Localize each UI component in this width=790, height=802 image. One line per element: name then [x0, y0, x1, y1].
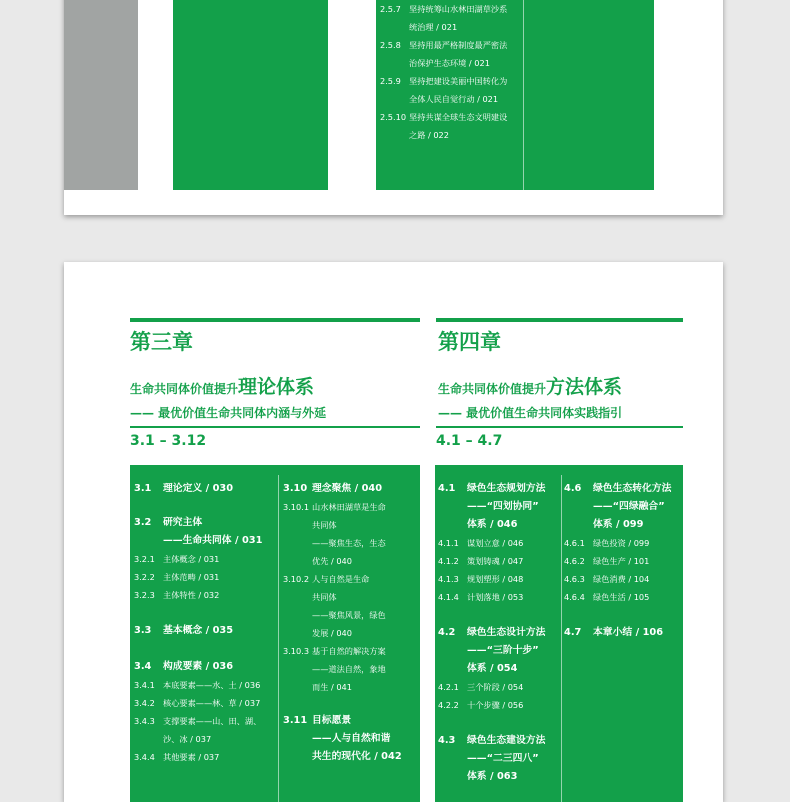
entry-text: 主体概念 / 031	[163, 554, 220, 564]
entry-text: 计划落地 / 053	[467, 592, 524, 602]
toc-entry	[438, 534, 523, 552]
entry-text: 优先 / 040	[312, 556, 352, 566]
toc-entry-cont	[312, 516, 337, 534]
toc-entry	[438, 678, 523, 696]
entry-text: 理论定义 / 030	[163, 483, 234, 494]
toc-entry-cont	[312, 730, 390, 748]
toc-entry-cont	[409, 126, 449, 144]
entry-text: 共同体	[312, 592, 337, 602]
entry-number: 2.5.9	[380, 76, 401, 86]
entry-number: 2.5.8	[380, 40, 401, 50]
toc-entry	[380, 72, 507, 90]
toc-entry-cont	[467, 516, 517, 534]
entry-text: 绿色生态规划方法	[467, 483, 546, 494]
chapter4-bottom-rule	[436, 426, 683, 428]
toc-entry	[134, 586, 219, 604]
entry-text: 其他要素 / 037	[163, 752, 220, 762]
entry-text: 共生的现代化 / 042	[312, 751, 402, 762]
toc-entry	[380, 36, 507, 54]
entry-text: 沙、冰 / 037	[163, 734, 212, 744]
entry-number: 3.2.2	[134, 572, 155, 582]
chapter3-toc-panel	[130, 465, 420, 802]
subtitle-prefix: 生命共同体价值提升	[130, 382, 239, 396]
toc-entry	[380, 108, 507, 126]
toc-entry-cont	[312, 606, 386, 624]
entry-text: 体系 / 046	[467, 519, 518, 530]
entry-number: 4.1.1	[438, 538, 459, 548]
entry-text: 全体人民自觉行动 / 021	[409, 94, 499, 104]
entry-text: 绿色生态转化方法	[593, 483, 672, 494]
toc-entry-cont	[312, 678, 352, 696]
entry-number: 3.4	[134, 661, 152, 672]
entry-text: 研究主体	[163, 517, 203, 528]
toc-entry	[134, 568, 219, 586]
entry-number: 4.7	[564, 627, 582, 638]
entry-text: 坚持统筹山水林田湖草沙系	[409, 4, 508, 14]
toc-entry-cont	[593, 498, 665, 516]
entry-text: 绿色生活 / 105	[593, 592, 650, 602]
entry-text: 坚持共谋全球生态文明建设	[409, 112, 508, 122]
entry-text: ——“四绿融合”	[593, 501, 665, 512]
subtitle-prefix: 生命共同体价值提升	[438, 382, 547, 396]
entry-number: 4.2.1	[438, 682, 459, 692]
entry-text: 绿色生产 / 101	[593, 556, 650, 566]
chapter4-subtitle	[438, 372, 622, 399]
subtitle-emphasis: 方法体系	[546, 376, 623, 398]
entry-text: 策划铸魂 / 047	[467, 556, 524, 566]
entry-text: ——“四划协同”	[467, 501, 539, 512]
entry-number: 4.2.2	[438, 700, 459, 710]
toc-entry	[283, 498, 386, 516]
entry-number: 3.4.1	[134, 680, 155, 690]
entry-text: 山水林田湖草是生命	[312, 502, 386, 512]
entry-number: 3.2.1	[134, 554, 155, 564]
toc-entry	[134, 748, 219, 766]
entry-number: 4.6.2	[564, 556, 585, 566]
entry-text: 绿色投资 / 099	[593, 538, 650, 548]
toc-entry	[283, 480, 382, 498]
toc-entry	[380, 0, 507, 18]
toc-entry	[564, 534, 649, 552]
toc-entry	[134, 622, 233, 640]
toc-entry	[134, 712, 261, 730]
entry-number: 4.1.3	[438, 574, 459, 584]
toc-entry-cont	[312, 660, 386, 678]
entry-number: 3.1	[134, 483, 152, 494]
green-panel-left	[173, 0, 328, 190]
entry-number: 4.1.4	[438, 592, 459, 602]
entry-number: 4.1.2	[438, 556, 459, 566]
toc-entry	[564, 480, 671, 498]
chapter3-top-rule	[130, 318, 420, 322]
toc-entry-cont	[467, 642, 539, 660]
entry-text: 核心要素——林、草 / 037	[163, 698, 261, 708]
top-book-spread	[64, 0, 723, 215]
toc-entry-cont	[409, 90, 498, 108]
entry-text: 基本概念 / 035	[163, 625, 234, 636]
entry-text: 绿色消费 / 104	[593, 574, 650, 584]
chapter4-top-rule	[436, 318, 683, 322]
entry-text: 统治理 / 021	[409, 22, 458, 32]
toc-entry	[134, 676, 260, 694]
chapter4-title: 第四章	[438, 330, 501, 354]
entry-number: 2.5.7	[380, 4, 401, 14]
entry-text: ——“二三四八”	[467, 753, 539, 764]
entry-number: 3.10.3	[283, 646, 310, 656]
chapter4-subtitle-line2: —— 最优价值生命共同体实践指引	[438, 406, 623, 420]
entry-text: 主体范畴 / 031	[163, 572, 220, 582]
entry-text: 谋划立意 / 046	[467, 538, 524, 548]
chapter3-title: 第三章	[130, 330, 193, 354]
entry-number: 3.4.4	[134, 752, 155, 762]
entry-number: 3.10	[283, 483, 308, 494]
entry-text: 体系 / 063	[467, 771, 518, 782]
entry-text: 基于自然的解决方案	[312, 646, 386, 656]
toc-entry	[134, 514, 202, 532]
toc-entry	[438, 480, 545, 498]
toc-entry	[438, 732, 545, 750]
toc-entry-cont	[312, 552, 352, 570]
entry-text: ——人与自然和谐	[312, 733, 391, 744]
toc-entry	[438, 570, 523, 588]
entry-number: 3.2.3	[134, 590, 155, 600]
entry-text: 本章小结 / 106	[593, 627, 664, 638]
toc-entry-cont	[467, 750, 539, 768]
entry-number: 3.10.2	[283, 574, 310, 584]
column-divider	[278, 475, 279, 802]
toc-entry-cont	[467, 498, 539, 516]
green-panel-toc	[376, 0, 654, 190]
entry-text: 构成要素 / 036	[163, 661, 234, 672]
toc-entry	[438, 696, 523, 714]
toc-entry-cont	[312, 624, 352, 642]
entry-text: 支撑要素——山、田、湖、	[163, 716, 262, 726]
toc-entry	[134, 694, 260, 712]
entry-number: 3.10.1	[283, 502, 310, 512]
entry-text: ——生命共同体 / 031	[163, 535, 263, 546]
toc-entry	[134, 658, 233, 676]
column-divider	[561, 475, 562, 802]
entry-text: 主体特性 / 032	[163, 590, 220, 600]
entry-text: 之路 / 022	[409, 130, 449, 140]
toc-entry-cont	[163, 730, 211, 748]
entry-text: 人与自然是生命	[312, 574, 370, 584]
toc-entry	[564, 624, 663, 642]
toc-entry	[564, 588, 649, 606]
bottom-book-spread	[64, 262, 723, 802]
entry-number: 4.6.1	[564, 538, 585, 548]
entry-text: 绿色生态设计方法	[467, 627, 546, 638]
chapter3-bottom-rule	[130, 426, 420, 428]
toc-entry	[438, 552, 523, 570]
chapter4-toc-panel	[435, 465, 683, 802]
entry-text: 而生 / 041	[312, 682, 352, 692]
entry-text: ——聚焦生态，生态	[312, 538, 386, 548]
entry-text: 体系 / 099	[593, 519, 644, 530]
toc-entry	[564, 552, 649, 570]
entry-number: 4.6	[564, 483, 582, 494]
entry-text: 坚持把建设美丽中国转化为	[409, 76, 508, 86]
entry-text: ——“三阶十步”	[467, 645, 539, 656]
entry-text: 治保护生态环境 / 021	[409, 58, 490, 68]
toc-entry	[283, 712, 351, 730]
toc-entry-cont	[467, 768, 517, 786]
entry-text: 理念聚焦 / 040	[312, 483, 383, 494]
entry-text: ——道法自然，象地	[312, 664, 386, 674]
chapter3-subtitle-line2: —— 最优价值生命共同体内涵与外延	[130, 406, 327, 420]
toc-entry-cont	[312, 748, 402, 766]
entry-number: 4.6.3	[564, 574, 585, 584]
toc-entry-cont	[409, 18, 457, 36]
entry-text: 体系 / 054	[467, 663, 518, 674]
entry-number: 4.2	[438, 627, 456, 638]
toc-entry	[283, 642, 386, 660]
toc-entry-cont	[163, 532, 262, 550]
entry-text: 共同体	[312, 520, 337, 530]
toc-entry	[283, 570, 369, 588]
toc-entry	[438, 588, 523, 606]
entry-text: 规划塑形 / 048	[467, 574, 524, 584]
entry-number: 4.1	[438, 483, 456, 494]
entry-text: 坚持用最严格制度最严密法	[409, 40, 508, 50]
chapter3-subtitle	[130, 372, 314, 399]
entry-text: 发展 / 040	[312, 628, 352, 638]
gray-panel	[64, 0, 138, 190]
entry-text: 十个步骤 / 056	[467, 700, 524, 710]
toc-entry-cont	[593, 516, 643, 534]
toc-entry	[438, 624, 545, 642]
toc-entry	[564, 570, 649, 588]
entry-number: 2.5.10	[380, 112, 407, 122]
entry-number: 4.6.4	[564, 592, 585, 602]
entry-number: 3.2	[134, 517, 152, 528]
entry-number: 3.4.3	[134, 716, 155, 726]
column-divider	[523, 0, 524, 190]
toc-entry	[134, 480, 233, 498]
toc-entry-cont	[409, 54, 490, 72]
toc-entry-cont	[312, 534, 386, 552]
chapter3-range: 3.1 – 3.12	[130, 433, 207, 449]
subtitle-emphasis: 理论体系	[238, 376, 315, 398]
entry-number: 3.3	[134, 625, 152, 636]
entry-text: 本底要素——水、土 / 036	[163, 680, 261, 690]
toc-entry-cont	[312, 588, 337, 606]
entry-text: 三个阶段 / 054	[467, 682, 524, 692]
toc-entry-cont	[467, 660, 517, 678]
entry-text: 绿色生态建设方法	[467, 735, 546, 746]
chapter4-range: 4.1 – 4.7	[436, 433, 503, 449]
entry-text: ——聚焦风景，绿色	[312, 610, 386, 620]
entry-text: 目标愿景	[312, 715, 352, 726]
entry-number: 3.11	[283, 715, 308, 726]
entry-number: 3.4.2	[134, 698, 155, 708]
entry-number: 4.3	[438, 735, 456, 746]
toc-entry	[134, 550, 219, 568]
